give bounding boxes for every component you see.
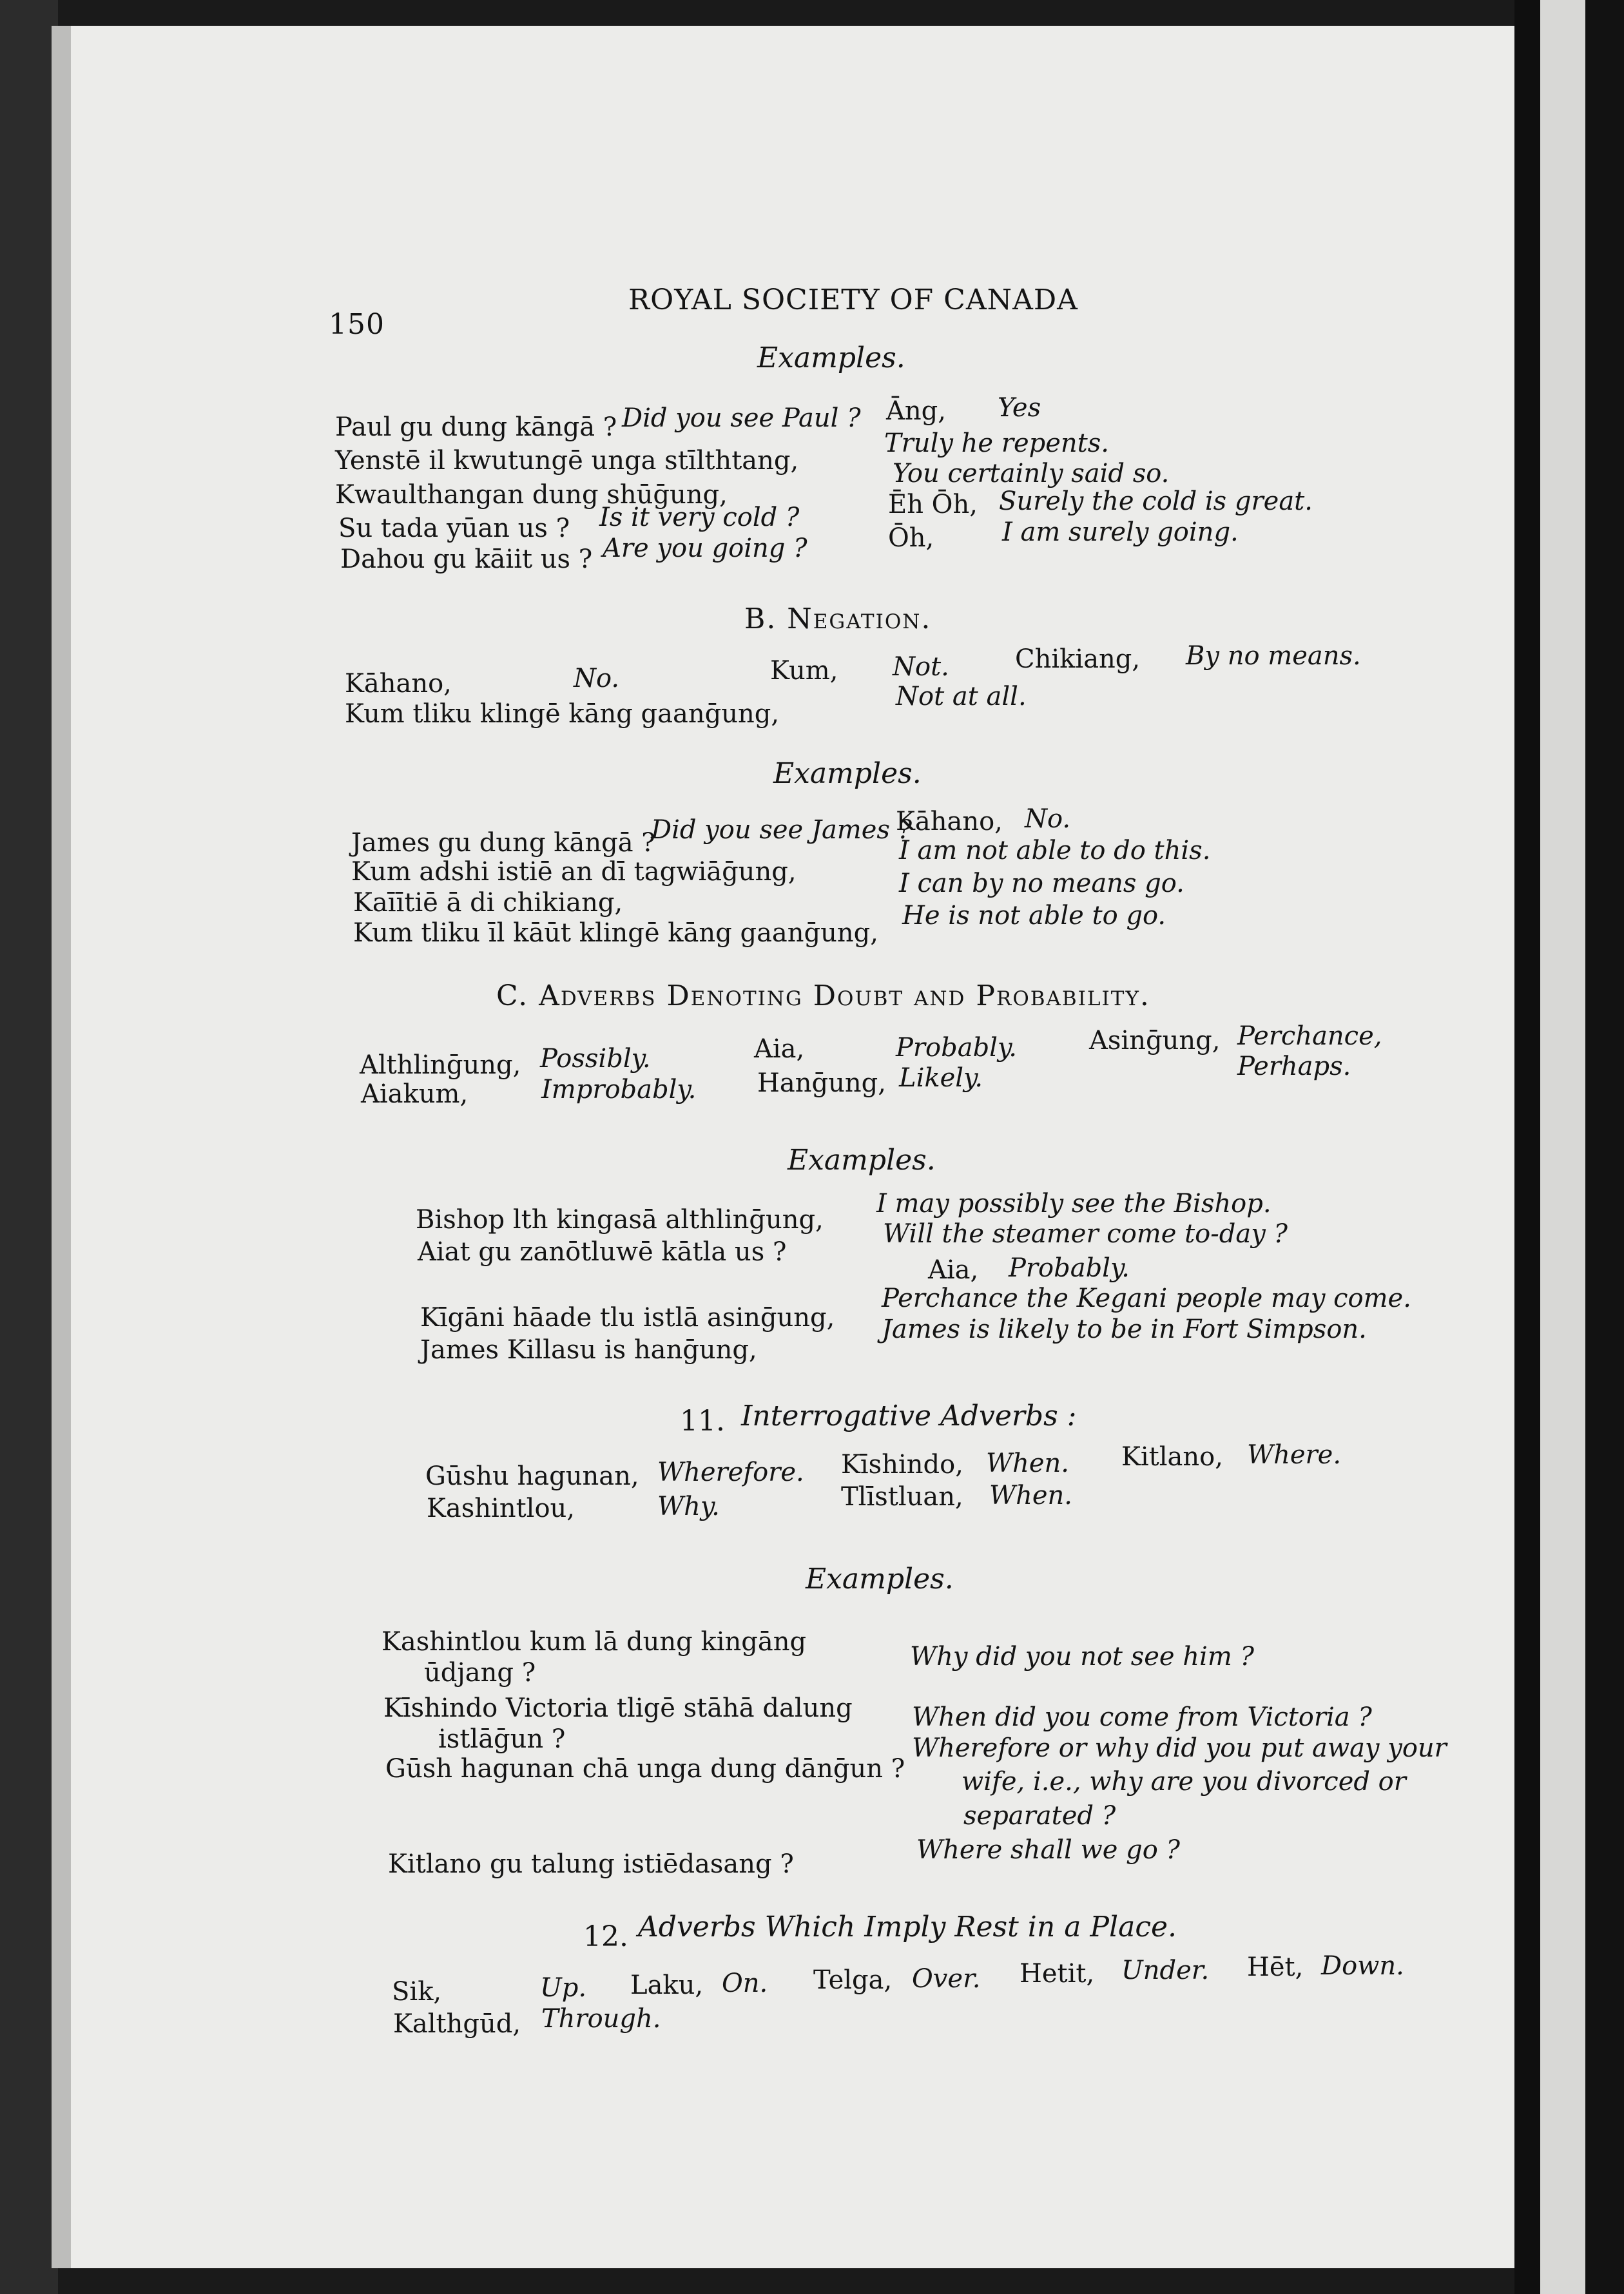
running-title: ROYAL SOCIETY OF CANADA [628, 284, 1078, 316]
word-haida: Aiakum, [361, 1079, 469, 1109]
example-english: Is it very cold ? [599, 503, 800, 532]
example-haida: ūdjang ? [424, 1658, 536, 1688]
word-english: When. [986, 1449, 1070, 1478]
page-number: 150 [329, 308, 385, 341]
answer-haida: Ōh, [888, 523, 934, 553]
example-haida: Aiat gu zanōtluwē kātla us ? [418, 1237, 787, 1267]
word-haida: Hetit, [1020, 1959, 1095, 1989]
word-english: Perhaps. [1237, 1052, 1351, 1081]
answer-haida: Kāhano, [896, 807, 1003, 836]
example-haida: Kīshindo Victoria tligē stāhā dalung [383, 1693, 853, 1723]
word-english: Not at all. [896, 682, 1027, 711]
example-english: You certainly said so. [893, 459, 1170, 488]
answer-haida: Āng, [886, 396, 946, 426]
word-haida: Kashintlou, [427, 1494, 575, 1523]
example-english: Are you going ? [603, 534, 807, 563]
example-haida: Kum tliku īl kāūt klingē kāng gaanḡung, [353, 918, 878, 948]
word-haida: Telga, [813, 1965, 893, 1995]
word-english: By no means. [1186, 641, 1361, 671]
word-haida: Aia, [754, 1034, 805, 1064]
example-english: separated ? [963, 1801, 1116, 1831]
example-haida: Su tada yūan us ? [338, 514, 570, 543]
example-english: Will the steamer come to-day ? [883, 1219, 1288, 1249]
word-english: Improbably. [541, 1075, 697, 1104]
example-english: Where shall we go ? [916, 1835, 1180, 1865]
example-english: He is not able to go. [902, 901, 1166, 930]
example-haida: istlāḡun ? [438, 1724, 566, 1754]
word-haida: Hēt, [1247, 1952, 1304, 1982]
example-haida: James gu dung kāngā ? [351, 828, 655, 858]
example-haida: James Killasu is hanḡung, [420, 1335, 757, 1365]
word-haida: Kīshindo, [841, 1450, 963, 1480]
word-haida: Kāhano, [345, 669, 452, 699]
example-english: Why did you not see him ? [910, 1642, 1254, 1672]
example-haida: Kaīītiē ā di chikiang, [353, 888, 623, 918]
word-haida: Sik, [392, 1977, 442, 2007]
example-haida: Yenstē il kwutungē unga stīlthtang, [335, 446, 799, 476]
example-haida: Kum adshi istiē an dī tagwiāḡung, [351, 857, 797, 887]
word-english: On. [722, 1969, 768, 1998]
example-english: Did you see James ? [651, 815, 913, 845]
word-english: Why. [657, 1492, 720, 1521]
example-haida: Dahou gu kāiit us ? [340, 545, 593, 574]
example-english: Perchance the Kegani people may come. [882, 1284, 1411, 1313]
section-11-number: 11. [680, 1405, 725, 1438]
word-english: Possibly. [540, 1044, 651, 1074]
section-11-examples-heading: Examples. [806, 1563, 954, 1595]
word-haida: Gūshu hagunan, [425, 1461, 639, 1491]
example-english: Did you see Paul ? [622, 403, 861, 433]
answer-english: Surely the cold is great. [999, 487, 1313, 516]
answer-english: No. [1025, 804, 1071, 834]
example-english: I may possibly see the Bishop. [876, 1189, 1271, 1219]
word-english: Where. [1247, 1440, 1342, 1470]
word-english: When. [989, 1481, 1073, 1510]
example-haida: Bishop lth kingasā althlinḡung, [416, 1205, 824, 1235]
word-english: Perchance, [1237, 1021, 1382, 1051]
scan-left-border [0, 0, 58, 2294]
word-haida: Kum, [770, 656, 838, 686]
example-english: When did you come from Victoria ? [912, 1702, 1372, 1732]
word-english: Down. [1321, 1951, 1404, 1981]
word-haida: Asinḡung, [1089, 1026, 1221, 1055]
section-a-examples-heading: Examples. [757, 342, 905, 374]
example-haida: Kwaulthangan dung shūḡung, [335, 480, 728, 510]
word-haida: Althlinḡung, [360, 1050, 521, 1080]
example-english: wife, i.e., why are you divorced or [962, 1767, 1406, 1797]
word-english: Through. [541, 2004, 661, 2034]
section-12-number: 12. [583, 1920, 628, 1953]
example-haida: Kitlano gu talung istiēdasang ? [388, 1849, 794, 1879]
answer-english: Yes [998, 393, 1041, 423]
example-haida: Kīgāni hāade tlu istlā asinḡung, [420, 1303, 835, 1333]
word-haida: Kitlano, [1121, 1442, 1223, 1472]
example-english: Wherefore or why did you put away your [912, 1733, 1447, 1763]
example-haida: Kashintlou kum lā dung kingāng [382, 1627, 807, 1657]
word-english: No. [574, 664, 620, 693]
scan-right-border [1514, 0, 1624, 2294]
answer-english: I am surely going. [1002, 517, 1239, 547]
answer-haida: Aia, [928, 1255, 979, 1285]
example-haida: Paul gu dung kāngā ? [335, 412, 617, 442]
answer-english: Probably. [1009, 1253, 1130, 1283]
example-haida: Gūsh hagunan chā unga dung dānḡun ? [385, 1754, 905, 1784]
section-11-title: Interrogative Adverbs : [741, 1400, 1077, 1432]
example-english: I am not able to do this. [899, 836, 1211, 865]
word-haida: Chikiang, [1015, 644, 1141, 674]
example-english: Truly he repents. [884, 429, 1109, 458]
word-haida: Kum tliku klingē kāng gaanḡung, [345, 699, 780, 729]
section-c-heading: C. Adverbs Denoting Doubt and Probability. [496, 979, 1150, 1012]
word-english: Over. [912, 1964, 981, 1994]
word-haida: Tlīstluan, [841, 1482, 963, 1512]
word-haida: Laku, [630, 1971, 704, 2000]
example-english: James is likely to be in Fort Simpson. [882, 1315, 1367, 1344]
word-english: Probably. [896, 1033, 1017, 1063]
word-english: Not. [893, 652, 949, 682]
section-b-examples-heading: Examples. [773, 757, 922, 790]
word-haida: Hanḡung, [757, 1068, 886, 1098]
word-english: Wherefore. [657, 1458, 804, 1487]
word-english: Likely. [899, 1063, 983, 1093]
section-c-examples-heading: Examples. [788, 1144, 936, 1177]
section-b-heading: B. Negation. [744, 602, 932, 635]
answer-haida: Ēh Ōh, [888, 490, 978, 519]
word-english: Under. [1121, 1956, 1210, 1985]
word-haida: Kalthgūd, [393, 2009, 521, 2039]
word-english: Up. [540, 1973, 587, 2003]
section-12-title: Adverbs Which Imply Rest in a Place. [638, 1911, 1177, 1943]
example-english: I can by no means go. [899, 869, 1184, 898]
